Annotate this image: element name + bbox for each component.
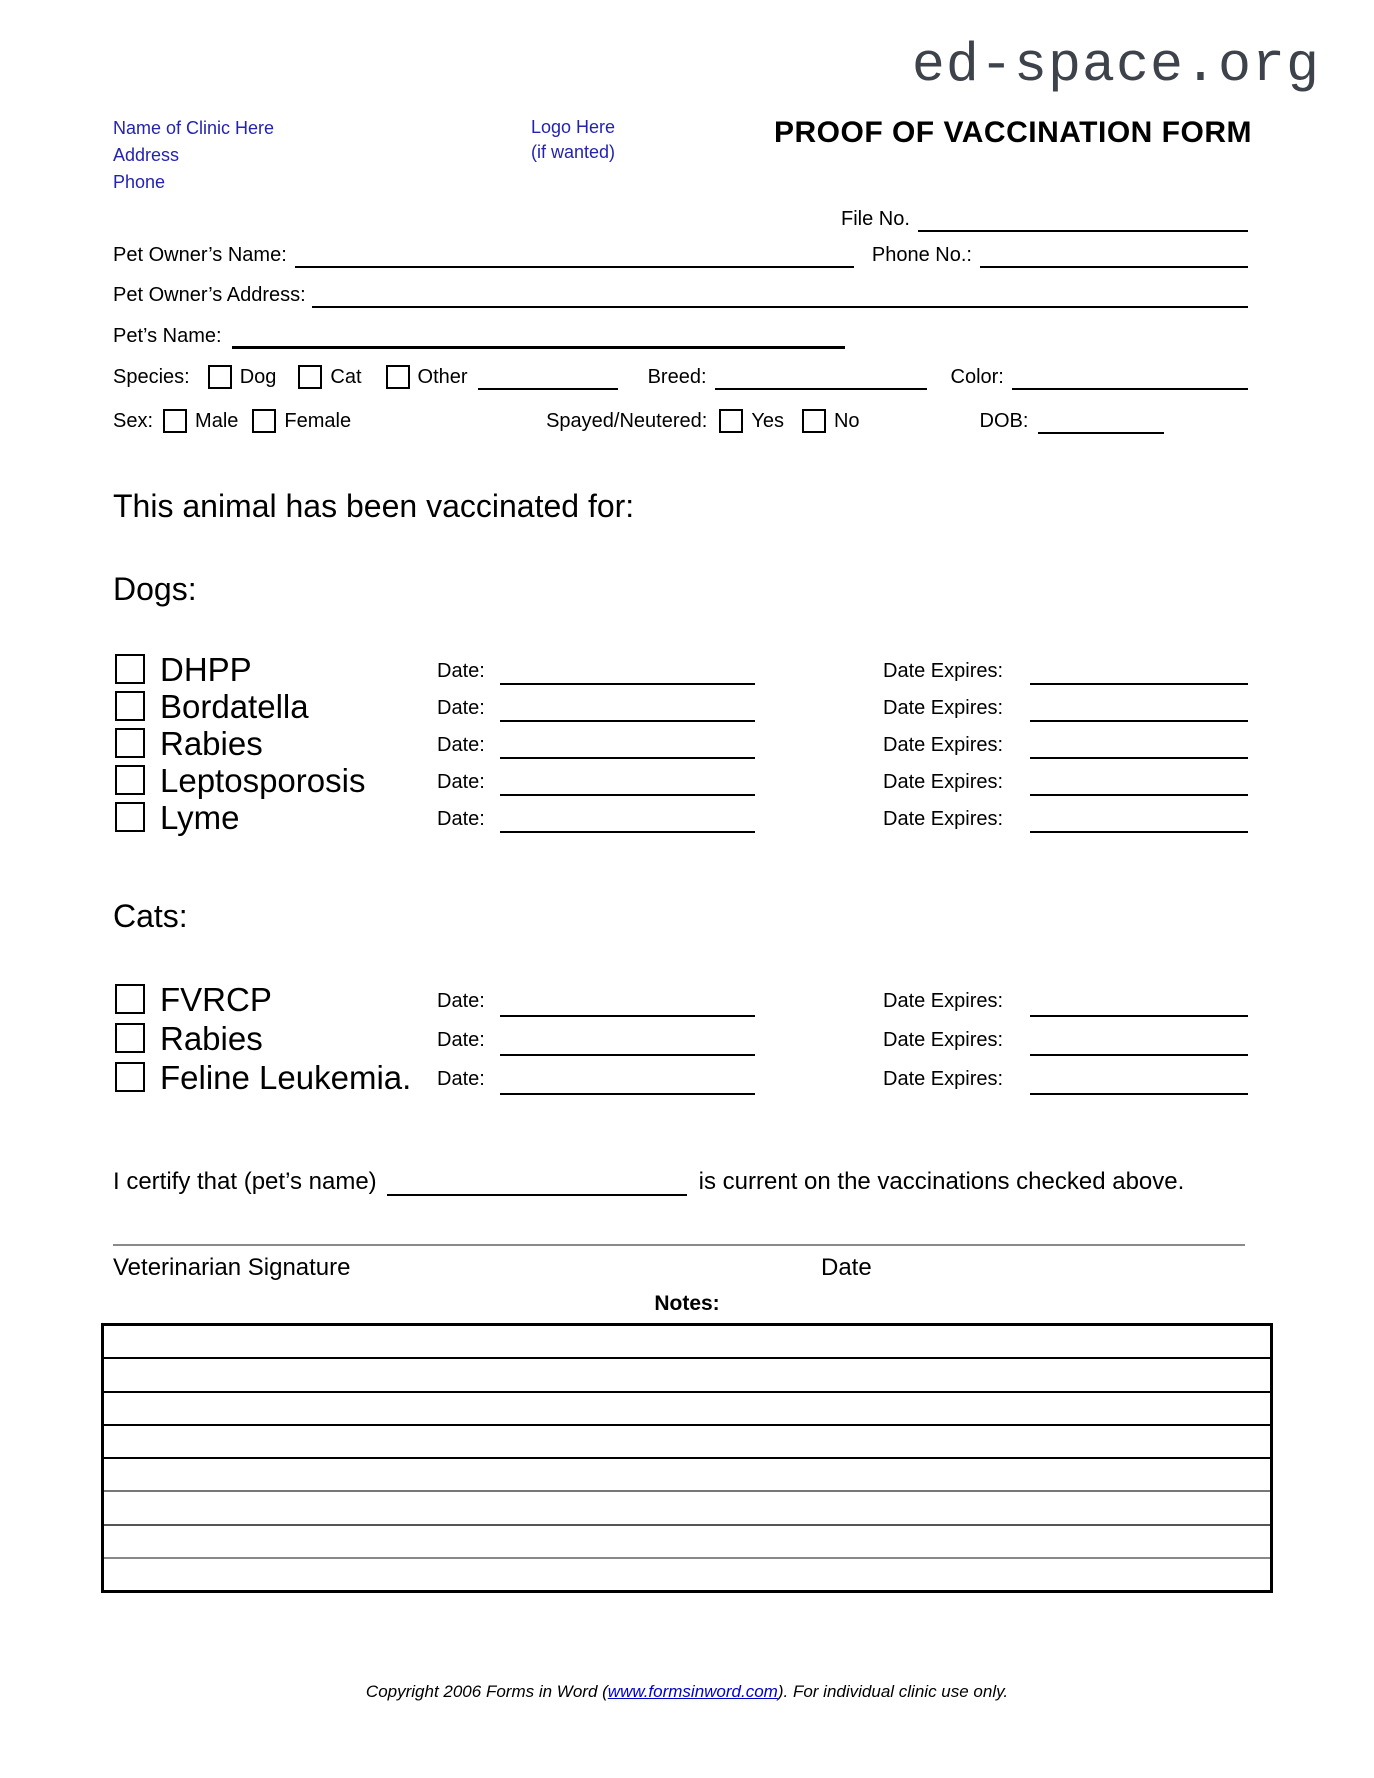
species-cat-label: Cat [330, 366, 362, 388]
notes-line[interactable] [104, 1459, 1270, 1492]
lyme-date-line[interactable] [500, 831, 755, 833]
cat-vaccine-list [0, 981, 1374, 1098]
leptosporosis-expires-line[interactable] [1030, 794, 1248, 796]
file-no-line[interactable] [918, 204, 1248, 232]
dog-rabies-checkbox[interactable] [115, 728, 145, 758]
dhpp-expires-line[interactable] [1030, 683, 1248, 685]
date-label: Date: [437, 808, 485, 830]
notes-line[interactable] [104, 1559, 1270, 1590]
owner-address-line[interactable] [312, 280, 1248, 308]
notes-box [101, 1323, 1273, 1593]
copyright-text-post: ). For individual clinic use only. [777, 1682, 1009, 1701]
bordatella-expires-line[interactable] [1030, 720, 1248, 722]
date-label: Date: [437, 1068, 485, 1090]
spayed-no-label: No [833, 410, 860, 432]
date-label: Date: [437, 697, 485, 719]
species-other-checkbox[interactable] [386, 365, 410, 389]
notes-line[interactable] [104, 1526, 1270, 1559]
lyme-expires-line[interactable] [1030, 831, 1248, 833]
date-label: Date: [437, 660, 485, 682]
formsinword-link[interactable]: www.formsinword.com [607, 1682, 778, 1701]
species-dog-label: Dog [239, 366, 277, 388]
copyright-footer [0, 1682, 1374, 1702]
vaccinated-for-heading: This animal has been vaccinated for: [113, 488, 635, 524]
cat-rabies-date-line[interactable] [500, 1054, 755, 1056]
file-no-row [841, 204, 1248, 232]
signature-line[interactable] [113, 1244, 1245, 1246]
dhpp-checkbox[interactable] [115, 654, 145, 684]
cat-vaccine-row [0, 1059, 1374, 1098]
dog-vaccine-row [0, 762, 1374, 799]
notes-label: Notes: [654, 1292, 720, 1315]
spayed-yes-label: Yes [751, 410, 784, 432]
dog-rabies-expires-line[interactable] [1030, 757, 1248, 759]
dog-vaccine-list [0, 651, 1374, 836]
sex-female-label: Female [284, 410, 352, 432]
species-cat-checkbox[interactable] [298, 365, 322, 389]
date-expires-label: Date Expires: [883, 771, 1004, 793]
date-expires-label: Date Expires: [883, 697, 1004, 719]
cat-rabies-label: Rabies [160, 1020, 263, 1057]
bordatella-checkbox[interactable] [115, 691, 145, 721]
date-expires-label: Date Expires: [883, 1029, 1004, 1051]
spayed-yes-checkbox[interactable] [719, 409, 743, 433]
dogs-heading: Dogs: [113, 571, 197, 607]
fvrcp-checkbox[interactable] [115, 984, 145, 1014]
date-expires-label: Date Expires: [883, 734, 1004, 756]
owner-address-label: Pet Owner’s Address: [113, 284, 306, 306]
bordatella-date-line[interactable] [500, 720, 755, 722]
dhpp-date-line[interactable] [500, 683, 755, 685]
species-other-label: Other [417, 366, 468, 388]
species-label: Species: [113, 366, 190, 388]
dog-vaccine-row [0, 651, 1374, 688]
leptosporosis-checkbox[interactable] [115, 765, 145, 795]
form-title: PROOF OF VACCINATION FORM [773, 116, 1252, 149]
dob-label: DOB: [979, 410, 1029, 432]
logo-placeholder-line2: (if wanted) [531, 142, 616, 162]
sex-male-label: Male [195, 410, 239, 432]
notes-line[interactable] [104, 1359, 1270, 1392]
signature-date-label: Date [821, 1254, 872, 1281]
dog-vaccine-row [0, 688, 1374, 725]
feline-leukemia-label: Feline Leukemia. [160, 1059, 412, 1096]
pet-name-line[interactable] [232, 320, 845, 349]
pet-name-row [113, 320, 845, 349]
feline-leukemia-checkbox[interactable] [115, 1062, 145, 1092]
logo-placeholder-line1: Logo Here [531, 117, 616, 137]
owner-name-row [113, 240, 1248, 268]
breed-line[interactable] [715, 362, 927, 390]
leptosporosis-label: Leptosporosis [160, 762, 366, 799]
notes-line[interactable] [104, 1426, 1270, 1459]
owner-address-row [113, 280, 1248, 308]
dog-vaccine-row [0, 799, 1374, 836]
species-dog-checkbox[interactable] [208, 365, 232, 389]
dog-rabies-date-line[interactable] [500, 757, 755, 759]
feline-leukemia-expires-line[interactable] [1030, 1093, 1248, 1095]
bordatella-label: Bordatella [160, 688, 309, 725]
cat-vaccine-row [0, 1020, 1374, 1059]
cats-heading: Cats: [113, 898, 188, 934]
dog-rabies-label: Rabies [160, 725, 263, 762]
date-label: Date: [437, 734, 485, 756]
certify-prefix: I certify that (pet’s name) [113, 1168, 377, 1195]
notes-line[interactable] [104, 1393, 1270, 1426]
date-expires-label: Date Expires: [883, 808, 1004, 830]
date-label: Date: [437, 990, 485, 1012]
feline-leukemia-date-line[interactable] [500, 1093, 755, 1095]
lyme-checkbox[interactable] [115, 802, 145, 832]
date-expires-label: Date Expires: [883, 1068, 1004, 1090]
clinic-address-placeholder: Address [113, 145, 180, 165]
cat-rabies-checkbox[interactable] [115, 1023, 145, 1053]
logo-placeholder [531, 115, 615, 165]
phone-no-line[interactable] [980, 240, 1248, 268]
certify-statement [113, 1164, 1184, 1196]
certify-pet-name-line[interactable] [387, 1164, 687, 1196]
cat-vaccine-row [0, 981, 1374, 1020]
sex-row [113, 406, 1164, 434]
species-other-line[interactable] [478, 362, 618, 390]
spayed-neutered-label: Spayed/Neutered: [546, 410, 708, 432]
fvrcp-expires-line[interactable] [1030, 1015, 1248, 1017]
species-row [113, 362, 1248, 390]
breed-label: Breed: [647, 366, 707, 388]
notes-line[interactable] [104, 1492, 1270, 1525]
clinic-name-placeholder: Name of Clinic Here [113, 118, 275, 138]
site-wordmark: ed-space.org [911, 34, 1320, 97]
fvrcp-label: FVRCP [160, 981, 272, 1018]
sex-male-checkbox[interactable] [163, 409, 187, 433]
fvrcp-date-line[interactable] [500, 1015, 755, 1017]
date-label: Date: [437, 771, 485, 793]
lyme-label: Lyme [160, 799, 240, 836]
cat-rabies-expires-line[interactable] [1030, 1054, 1248, 1056]
color-label: Color: [950, 366, 1004, 388]
copyright-text-pre: Copyright 2006 Forms in Word ( [365, 1682, 608, 1701]
sex-label: Sex: [113, 410, 154, 432]
owner-name-line[interactable] [295, 240, 854, 268]
dog-vaccine-row [0, 725, 1374, 762]
date-label: Date: [437, 1029, 485, 1051]
date-expires-label: Date Expires: [883, 660, 1004, 682]
dhpp-label: DHPP [160, 651, 252, 688]
clinic-phone-placeholder: Phone [113, 172, 166, 192]
sex-female-checkbox[interactable] [252, 409, 276, 433]
owner-name-label: Pet Owner’s Name: [113, 244, 287, 266]
pet-name-label: Pet’s Name: [113, 325, 222, 347]
certify-suffix: is current on the vaccinations checked above. [698, 1168, 1185, 1195]
spayed-no-checkbox[interactable] [802, 409, 826, 433]
color-line[interactable] [1012, 362, 1248, 390]
file-no-label: File No. [841, 208, 910, 230]
clinic-info-block [113, 115, 274, 196]
date-expires-label: Date Expires: [883, 990, 1004, 1012]
leptosporosis-date-line[interactable] [500, 794, 755, 796]
veterinarian-signature-label: Veterinarian Signature [113, 1254, 351, 1281]
dob-line[interactable] [1038, 406, 1164, 434]
notes-line[interactable] [104, 1326, 1270, 1359]
phone-no-label: Phone No.: [871, 244, 972, 266]
